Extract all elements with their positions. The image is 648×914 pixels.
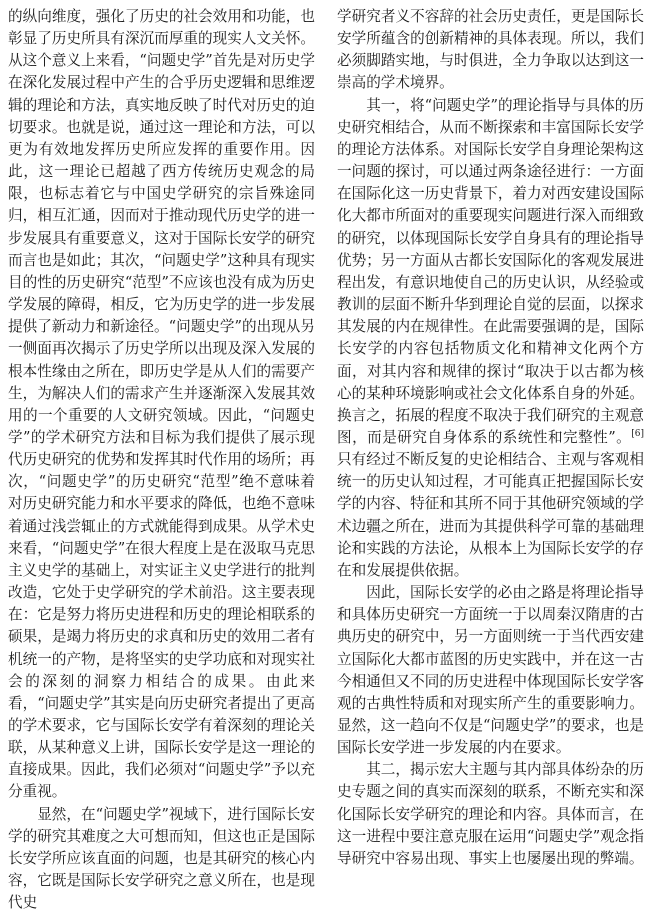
citation-reference[interactable]: [6] xyxy=(631,429,644,440)
left-column xyxy=(8,6,315,912)
paragraph: 其二，揭示宏大主题与其内部具体纷杂的历史专题之间的真实而深刻的联系，不断充实和深化国际长安学研究的理论和内容。具体而言，在这一进程中要注意克服在运用“问题史学”观念指导研究中容易出现、事实上也屡屡出现的弊端。 xyxy=(337,761,644,867)
paragraph-text: 其一，将“问题史学”的理论指导与具体的历史研究相结合，从而不断探索和丰富国际长安学的理论方法体系。对国际长安学自身理论架构这一问题的探讨，可以通过两条途径进行：一方面在国际化这一历史背景下，着力对西安建设国际化大都市所面对的重要现实问题进行深入而细致的研究，以体现国际长安学自身具有的理论指导优势；另一方面从古都长安国际化的客观发展进程出发，有意识地使自己的历史认识，从经验或教训的层面不断升华到理论自觉的层面，以探求其发展的内在规律性。在此需要强调的是，国际长安学的内容包括物质文化和精神文化两个方面，对其内容和规律的探讨“取决于以古都为核心的某种环境影响或社会文化体系自身的外延。换言之，拓展的程度不取决于我们研究的主观意图，而是研究自身体系的系统性和完整性”。 xyxy=(337,96,644,446)
paragraph: 因此，国际长安学的必由之路是将理论指导和具体历史研究一方面统一于以周秦汉隋唐的古典历史的研究中，另一方面则统一于当代西安建立国际化大都市蓝图的历史实践中，并在这一古今相通但又不同的历史进程中体现国际长安学客观的古典性特质和对现实所产生的重要影响力。显然，这一趋向不仅是“问题史学”的要求，也是国际长安学进一步发展的内在要求。 xyxy=(337,584,644,757)
paragraph xyxy=(337,95,644,582)
paragraph: 学研究者义不容辞的社会历史责任，更是国际长安学所蕴含的创新精神的具体表现。所以，我们必须脚踏实地，与时俱进，全力争取以达到这一崇高的学术境界。 xyxy=(337,8,644,92)
article-page xyxy=(8,6,644,912)
paragraph-text: 只有经过不断反复的史论相结合、主观与客观相统一的历史认知过程，才可能真正把握国际长安学的内容、特征和其所不同于其他研究领域的学术边疆之所在，进而为其提供科学可靠的基础理论和实践的方法论，从根本上为国际长安学的存在和发展提供依据。 xyxy=(337,451,644,579)
paragraph: 显然，在“问题史学”视域下，进行国际长安学的研究其难度之大可想而知，但这也正是国际长安学所应该直面的问题，也是其研究的核心内容，它既是国际长安学研究之意义所在，也是现代史 xyxy=(8,805,315,912)
right-column xyxy=(337,6,644,896)
paragraph: 的纵向维度，强化了历史的社会效用和功能，也彰显了历史所具有深沉而厚重的现实人文关怀。从这个意义上来看，“问题史学”首先是对历史学在深化发展过程中产生的合乎历史逻辑和思维逻辑的理论和方法，真实地反映了时代对历史的迫切要求。也就是说，通过这一理论和方法，可以更为有效地发挥历史所应发挥的重要作用。因此，这一理论已超越了西方传统历史观念的局限，也标志着它与中国史学研究的宗旨殊途同归，相互汇通，因而对于推动现代历史学的进一步发展具有重要意义，这对于国际长安学的研究而言也是如此；其次，“问题史学”这种具有现实目的性的历史研究“范型”不应该也没有成为历史学发展的障碍，相反，它为历史学的进一步发展提供了新动力和新途径。“问题史学”的出现从另一侧面再次揭示了历史学所以出现及深入发展的根本性缘由之所在，即历史学是从人们的需要产生，为解决人们的需求产生并逐渐深入发展其效用的一个重要的人文研究领域。因此，“问题史学”的学术研究方法和目标为我们提供了展示现代历史研究的优势和发挥其时代作用的场所；再次，“问题史学”的历史研究“范型”绝不意味着对历史研究能力和水平要求的降低，也绝不意味着通过浅尝辄止的方式就能得到成果。从学术史来看，“问题史学”在很大程度上是在汲取马克思主义史学的基础上，对实证主义史学进行的批判改造，它处于史学研究的学术前沿。这主要表现在：它是努力将历史进程和历史的理论相联系的硕果，是竭力将历史的求真和历史的效用二者有机统一的产物，是将坚实的史学功底和对现实社会的深刻的洞察力相结合的成果。由此来看，“问题史学”其实是向历史研究者提出了更高的学术要求，它与国际长安学有着深刻的理论关联，从某种意义上讲，国际长安学是这一理论的直接成果。因此，我们必须对“问题史学”予以充分重视。 xyxy=(8,8,315,801)
